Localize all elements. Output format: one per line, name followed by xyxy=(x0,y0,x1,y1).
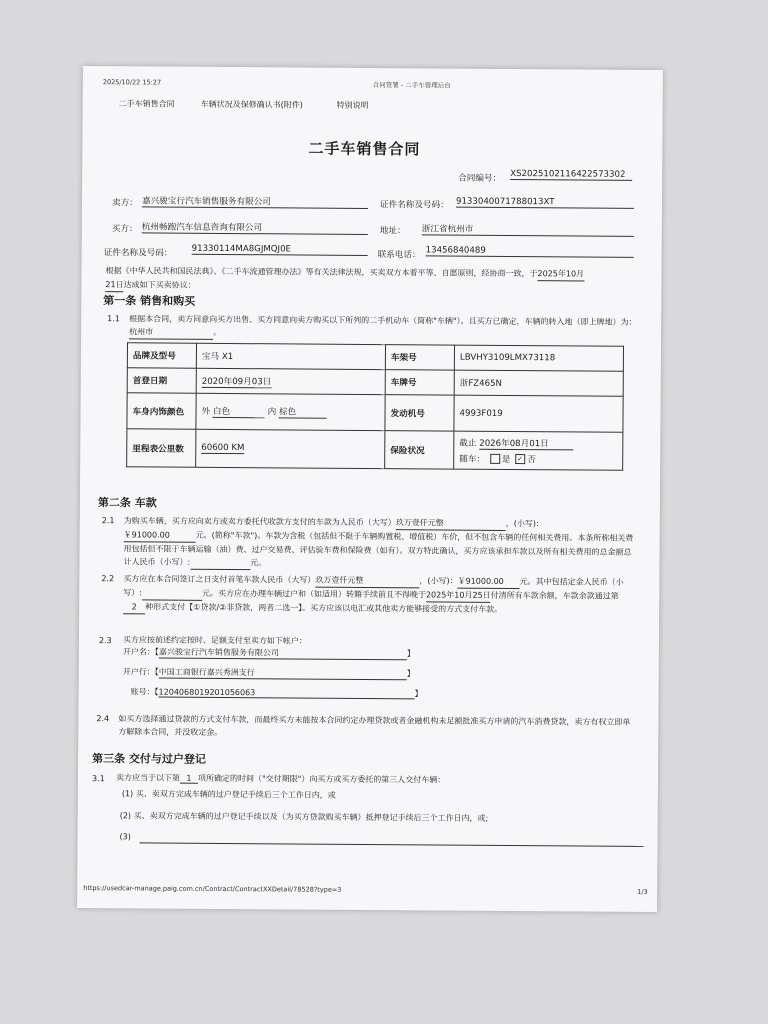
mileage-underline xyxy=(201,443,244,454)
print-datetime: 2025/10/22 15:27 xyxy=(102,78,162,87)
color-in-value: 棕色 xyxy=(279,405,327,418)
clause-2-4-no: 2.4 xyxy=(96,714,110,724)
insurance-label: 保险状况 xyxy=(385,431,454,469)
insurance-until-row xyxy=(459,436,617,450)
brand-label: 品牌及型号 xyxy=(127,343,196,368)
buyer-address: 浙江省杭州市 xyxy=(422,222,634,236)
insurance-until-label: 截止 xyxy=(459,438,477,449)
tab-special-notes[interactable]: 特别说明 xyxy=(336,100,369,110)
clause-2-2-text-a: 买方应在本合同签订之日支付首笔车款人民币（大写） xyxy=(123,574,316,585)
contract-no: XS2025102116422573302 xyxy=(510,169,632,181)
insurance-until-value: 2026年08月01日 xyxy=(479,436,573,450)
balance-due-date: 2025年10月25日 xyxy=(426,588,491,602)
account-no: 1204068019201056063 xyxy=(159,688,415,700)
clause-3-1-text-b: 项所确定的时间（"交付期限"）向买方或买方委托的第三人交付车辆： xyxy=(197,773,446,785)
doc-title: 二手车销售合同 xyxy=(308,139,421,159)
plate-value: 浙FZ465N xyxy=(454,370,623,396)
color-cell xyxy=(196,393,385,430)
buyer-name: 杭州畅跑汽车信息咨询有限公司 xyxy=(142,220,368,235)
clause-2-2-text-c: 元。其中包括定金人民币（小写）: xyxy=(123,577,624,598)
reg-date-label: 首登日期 xyxy=(127,368,196,393)
article-2-title: 第二条 车款 xyxy=(97,496,157,510)
buyer-label: 买方： xyxy=(111,224,138,235)
article-1-title: 第一条 销售和购买 xyxy=(103,294,196,308)
account-bank-bracket: 】 xyxy=(406,669,415,679)
tab-sales-contract[interactable]: 二手车销售合同 xyxy=(118,99,175,109)
seller-name: 嘉兴骏宝行汽车销售服务有限公司 xyxy=(142,194,368,209)
vin-value: LBVHY3109LMX73118 xyxy=(454,345,623,371)
preamble xyxy=(105,264,640,296)
color-out-value: 白色 xyxy=(213,405,265,418)
payment-form-number: 2 xyxy=(123,600,145,614)
buyer-id: 91330114MA8GJMQJ0E xyxy=(192,244,368,256)
reg-date-value: 2020年09月03日 xyxy=(201,376,272,387)
first-payment-amount: ￥91000.00 xyxy=(458,575,520,589)
buyer-phone: 13456840489 xyxy=(426,245,634,257)
account-bank-label: 开户行：【 xyxy=(122,667,159,677)
color-out-label: 外 xyxy=(201,406,211,417)
mileage-label: 里程表公里数 xyxy=(127,429,196,467)
checkbox-no[interactable]: ✓ xyxy=(515,454,525,464)
account-bank: 中国工商银行嘉兴秀洲支行 xyxy=(159,667,407,681)
address-label: 地址： xyxy=(379,226,406,237)
delivery-option-3: (3) xyxy=(119,832,131,842)
clause-2-1 xyxy=(123,514,635,573)
contract-page xyxy=(77,66,663,912)
clause-2-1-text-c: 元。(简称"车款")。车款为含税（包括但不限于车辆购置税、增值税）车价，但不包含车辆的任何相关费用。本条所称相关费用包括但不限于车辆运输（油）费、过户交易费、评估验车费和保险费（如有）。双方特此确认，买方应该承担车款以及所有相关费用的总金额总计人民币（小写）: xyxy=(123,530,634,567)
account-name-label: 开户名：【 xyxy=(122,647,159,657)
color-in-label: 内 xyxy=(267,407,277,418)
vehicle-info-table xyxy=(126,342,624,470)
preamble-text-b: 达成如下买卖协议： xyxy=(123,280,196,290)
clause-2-1-text-a: 为购买车辆，买方应向卖方或卖方委托代收款方支付的车款为人民币（大写） xyxy=(123,516,396,528)
preamble-date-b: 21日 xyxy=(105,278,123,292)
insurance-follow-label: 随车： xyxy=(459,454,486,465)
clause-2-2-text-d: 元。买方应在办理车辆过户和（如适用）转籍手续前且不得晚于 xyxy=(201,588,426,600)
clause-3-1 xyxy=(116,772,445,785)
clause-3-1-no: 3.1 xyxy=(91,774,105,784)
option-3-blank-line xyxy=(140,842,644,847)
article-3-title: 第三条 交付与过户登记 xyxy=(92,752,206,766)
clause-2-1-text-b: ，(小写): xyxy=(505,518,539,529)
mileage-cell xyxy=(196,429,385,468)
engine-label: 发动机号 xyxy=(385,395,454,431)
delivery-option-number: 1 xyxy=(180,774,198,784)
insurance-cell xyxy=(454,431,623,470)
clause-1-1 xyxy=(129,312,639,343)
vin-label: 车架号 xyxy=(385,345,454,370)
clause-1-1-no: 1.1 xyxy=(107,314,120,324)
print-page-number: 1/3 xyxy=(637,887,648,896)
deposit-blank xyxy=(142,586,202,600)
option-yes-label: 是 xyxy=(501,454,511,465)
mileage-unit: KM xyxy=(231,443,245,454)
print-page-title: 合同签署 - 二手车管理后台 xyxy=(372,81,451,90)
account-no-row xyxy=(131,686,423,699)
delivery-option-2: (2) 买、卖双方完成车辆的过户登记手续以及（为买方贷款购买车辆）抵押登记手续后三个工作日内，或; xyxy=(119,811,489,823)
phone-label: 联系电话： xyxy=(377,250,421,261)
clause-2-2 xyxy=(123,572,635,618)
account-no-bracket: 】 xyxy=(414,689,423,699)
checkbox-yes[interactable] xyxy=(490,454,500,464)
clause-3-1-text-a: 卖方应当于以下第 xyxy=(115,773,181,783)
print-url: https://usedcar-manage.paig.com.cn/Contract/ContractXXDetail/78528?type=3 xyxy=(83,884,342,894)
clause-2-3-text: 买方应按前述约定按时、足额支付至卖方如下帐户： xyxy=(122,635,307,646)
mileage-value: 60600 xyxy=(201,442,229,454)
first-payment-cn: 玖万壹仟元整 xyxy=(315,574,419,589)
engine-value: 4993F019 xyxy=(454,395,623,432)
clause-2-3-no: 2.3 xyxy=(98,636,112,646)
seller-label: 卖方： xyxy=(111,198,138,209)
plate-label: 车牌号 xyxy=(385,370,454,395)
price-amount: ￥91000.00 xyxy=(124,528,196,543)
account-name-bracket: 】 xyxy=(406,649,415,659)
price-cn: 玖万壹仟元整 xyxy=(396,516,506,531)
clause-2-2-no: 2.2 xyxy=(101,574,115,584)
buyer-id-label: 证件名称及号码： xyxy=(103,248,173,259)
contract-no-label: 合同编号： xyxy=(458,173,502,184)
seller-id: 9133040071788013XT xyxy=(456,197,634,209)
reg-date-cell xyxy=(196,368,385,394)
seller-id-label: 证件名称及号码： xyxy=(379,200,449,211)
clause-2-4: 如买方选择通过贷款的方式支付车款，而最终买方未能按本合同约定办理贷款或者金融机构未足额批准买方申请的汽车消费贷款，卖方有权立即单方解除本合同，并没收定金。 xyxy=(118,714,631,737)
transfer-city: 杭州市 xyxy=(129,325,213,340)
clause-2-2-text-b: ，(小写)： xyxy=(419,576,458,586)
preamble-text-a: 根据《中华人民共和国民法典》、《二手车流通管理办法》等有关法律法规，买卖双方本着平等、自愿原则，经协商一致，于 xyxy=(105,266,538,279)
clause-2-1-end: 元。 xyxy=(250,558,267,568)
account-bank-row xyxy=(123,666,415,680)
delivery-option-1: (1) 买、卖双方完成车辆的过户登记手续后三个工作日内，或 xyxy=(121,789,336,800)
brand-value: 宝马 X1 xyxy=(196,343,385,369)
color-label: 车身内饰颜色 xyxy=(127,393,196,429)
clause-2-1-no: 2.1 xyxy=(101,516,115,526)
clause-2-2-text-e: 付清所有车款余额，车款余款通过第 xyxy=(490,590,619,601)
preamble-date-a: 2025年10月 xyxy=(537,267,584,281)
total-amount-blank xyxy=(190,556,250,570)
account-name: 嘉兴骏宝行汽车销售服务有限公司 xyxy=(159,647,407,661)
account-no-label: 账号：【 xyxy=(130,687,159,697)
clause-2-2-text-f: 种形式支付【①贷款/②非贷款，两者二选一】。买方应该以电汇或其他卖方能够接受的方式支付车款。 xyxy=(145,602,503,614)
tab-vehicle-condition[interactable]: 车辆状况及保修确认书(附件) xyxy=(200,99,303,110)
insurance-follow-row xyxy=(459,452,617,465)
account-name-row xyxy=(123,646,415,660)
clause-1-1-text: 根据本合同，卖方同意向买方出售、买方同意向卖方购买以下所列的二手机动车（简称"车辆"）。且买方已确定，车辆的转入地（即上牌地）为： xyxy=(129,314,637,327)
option-no-label: 否 xyxy=(527,454,536,465)
clause-1-1-end: 。 xyxy=(213,327,222,337)
